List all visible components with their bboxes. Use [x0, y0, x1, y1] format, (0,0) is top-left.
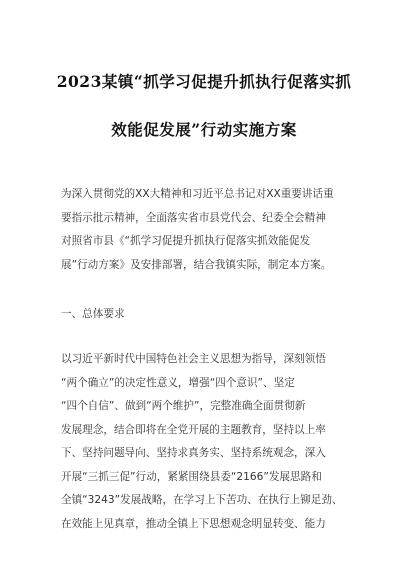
body-line: 开展“三抓三促”行动，紧紧围绕县委“2166”发展思路和	[61, 470, 322, 483]
body-line: 下、坚持问题导向、坚持求真务实、坚持系统观念，深入	[61, 447, 326, 459]
body-line: “两个确立”的决定性意义，增强“四个意识”、坚定	[61, 376, 295, 389]
body-paragraph	[61, 348, 361, 536]
document-title-line-2: 效能促发展”行动实施方案	[111, 120, 297, 139]
intro-paragraph	[61, 183, 361, 277]
document-title-line-1: 2023某镇“抓学习促提升抓执行促落实抓	[56, 72, 352, 91]
intro-line: 对照省市县《“抓学习促提升抓执行促落实抓效能促发	[61, 235, 311, 247]
body-line: “四个自信”、做到“两个维护”，完整准确全面贯彻新	[61, 400, 306, 412]
intro-line: 展”行动方案》及安排部署，结合我镇实际，制定本方案。	[61, 258, 332, 271]
body-line: 以习近平新时代中国特色社会主义思想为指导，深刻领悟	[61, 353, 326, 365]
intro-line: 要指示批示精神，全面落实省市县党代会、纪委全会精神	[61, 211, 326, 224]
body-line: 在效能上见真章，推动全镇上下思想观念明显转变、能力	[61, 517, 326, 530]
body-line: 全镇“3243”发展战略，在学习上下苦功、在执行上铆足劲、	[61, 494, 343, 506]
section-heading: 一、总体要求	[61, 308, 125, 320]
body-line: 发展理念，结合即将在全党开展的主题教育，坚持以上率	[61, 423, 326, 436]
intro-line: 为深入贯彻党的XX大精神和习近平总书记对XX重要讲话重	[61, 188, 334, 200]
